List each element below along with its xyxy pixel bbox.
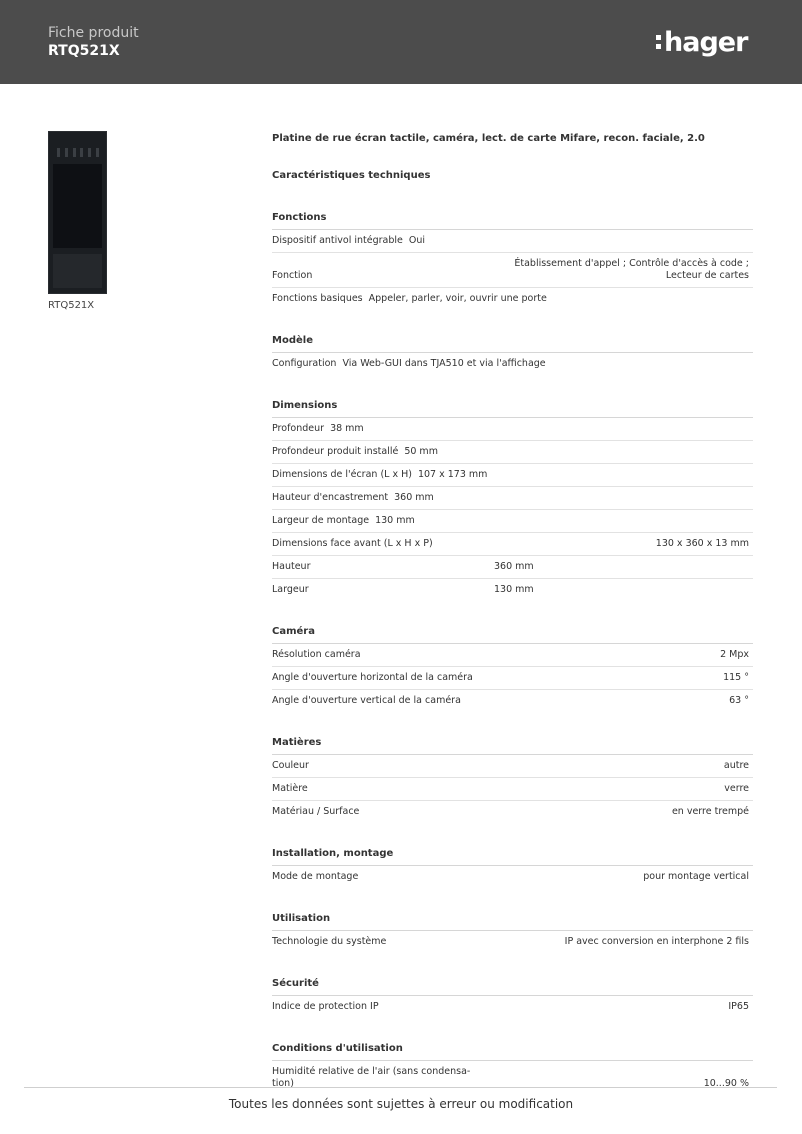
spec-value: en verre trempé (671, 806, 749, 817)
spec-value: 360 mm (494, 561, 534, 572)
section-fonctions (272, 211, 753, 310)
section-title: Conditions d'utilisation (272, 1042, 753, 1061)
spec-row (272, 441, 753, 464)
spec-label: Hauteur (272, 561, 311, 572)
spec-row (272, 230, 753, 253)
spec-value: IP65 (728, 1001, 749, 1012)
spec-label: Profondeur produit installé (272, 446, 399, 457)
section-title: Caméra (272, 625, 753, 644)
product-image (48, 131, 107, 294)
spec-label: Mode de montage (272, 871, 359, 882)
section-title: Modèle (272, 334, 753, 353)
footer-disclaimer: Toutes les données sont sujettes à erreur ou modification (228, 1097, 574, 1111)
spec-row (272, 801, 753, 823)
card-reader (53, 254, 102, 288)
spec-value: 130 mm (494, 584, 534, 595)
product-title: Platine de rue écran tactile, caméra, lect. de carte Mifare, recon. faciale, 2.0 (272, 133, 705, 144)
spec-label: Angle d'ouverture vertical de la caméra (272, 695, 461, 706)
spec-row (272, 1061, 753, 1095)
spec-value: 10...90 % (703, 1078, 749, 1089)
spec-label: Angle d'ouverture horizontal de la caméra (272, 672, 473, 683)
section-dimensions (272, 399, 753, 601)
logo-dots-icon (656, 33, 661, 51)
spec-label: Dispositif antivol intégrable (272, 235, 403, 246)
header-reference: RTQ521X (48, 43, 120, 59)
spec-row (272, 690, 753, 712)
spec-value: Appeler, parler, voir, ouvrir une porte (368, 293, 547, 304)
page-header (0, 0, 802, 84)
section-title: Sécurité (272, 977, 753, 996)
spec-row (272, 533, 753, 556)
spec-label: Fonction (272, 270, 313, 281)
section-title: Fonctions (272, 211, 753, 230)
spec-label: Couleur (272, 760, 309, 771)
spec-row (272, 866, 753, 888)
spec-value: 50 mm (404, 446, 438, 457)
footer-divider (24, 1087, 777, 1088)
spec-row (272, 931, 753, 953)
section-title: Installation, montage (272, 847, 753, 866)
logo-word: hager (664, 26, 748, 58)
section-title: Utilisation (272, 912, 753, 931)
spec-value: Via Web-GUI dans TJA510 et via l'affichage (342, 358, 546, 369)
spec-row (272, 996, 753, 1018)
spec-row (272, 644, 753, 667)
spec-value: Établissement d'appel ; Contrôle d'accès à code ; Lecteur de cartes (514, 258, 749, 281)
spec-row (272, 464, 753, 487)
section-matieres (272, 736, 753, 823)
spec-row (272, 288, 753, 310)
spec-value: 63 ° (729, 695, 749, 706)
spec-label: Largeur (272, 584, 309, 595)
header-kicker: Fiche produit (48, 25, 139, 41)
section-installation (272, 847, 753, 888)
spec-row (272, 510, 753, 533)
spec-subtitle: Caractéristiques techniques (272, 170, 431, 181)
spec-value: autre (723, 760, 749, 771)
spec-label: Profondeur (272, 423, 325, 434)
section-title: Matières (272, 736, 753, 755)
spec-value: 38 mm (330, 423, 364, 434)
spec-value: pour montage vertical (643, 871, 749, 882)
spec-row (272, 667, 753, 690)
spec-content (272, 132, 753, 1095)
touch-screen (53, 164, 102, 248)
spec-value: verre (724, 783, 749, 794)
spec-label: Résolution caméra (272, 649, 361, 660)
section-utilisation (272, 912, 753, 953)
spec-label: Matière (272, 783, 308, 794)
spec-value: 360 mm (394, 492, 434, 503)
spec-value: IP avec conversion en interphone 2 fils (564, 936, 749, 947)
spec-value: Oui (408, 235, 426, 246)
spec-label: Technologie du système (272, 936, 387, 947)
spec-label: Largeur de montage (272, 515, 370, 526)
spec-value: 130 x 360 x 13 mm (655, 538, 749, 549)
spec-row (272, 579, 753, 601)
spec-row (272, 253, 753, 288)
spec-value: 115 ° (723, 672, 749, 683)
spec-row (272, 353, 753, 375)
section-camera (272, 625, 753, 712)
spec-label: Indice de protection IP (272, 1001, 379, 1012)
spec-label: Configuration (272, 358, 337, 369)
spec-row (272, 418, 753, 441)
spec-label: Fonctions basiques (272, 293, 363, 304)
spec-label: Hauteur d'encastrement (272, 492, 389, 503)
camera-strip (57, 148, 99, 158)
spec-row (272, 556, 753, 579)
section-securite (272, 977, 753, 1018)
spec-label: Dimensions de l'écran (L x H) (272, 469, 412, 480)
section-title: Dimensions (272, 399, 753, 418)
spec-label: Matériau / Surface (272, 806, 360, 817)
spec-row (272, 778, 753, 801)
hager-logo (656, 22, 747, 62)
spec-row (272, 755, 753, 778)
spec-value: 107 x 173 mm (417, 469, 488, 480)
section-modele (272, 334, 753, 375)
spec-label: Dimensions face avant (L x H x P) (272, 538, 433, 549)
spec-value: 2 Mpx (720, 649, 749, 660)
spec-row (272, 487, 753, 510)
spec-label: Humidité relative de l'air (sans condensa-tion) (272, 1066, 471, 1089)
spec-value: 130 mm (375, 515, 415, 526)
image-caption: RTQ521X (48, 300, 95, 311)
